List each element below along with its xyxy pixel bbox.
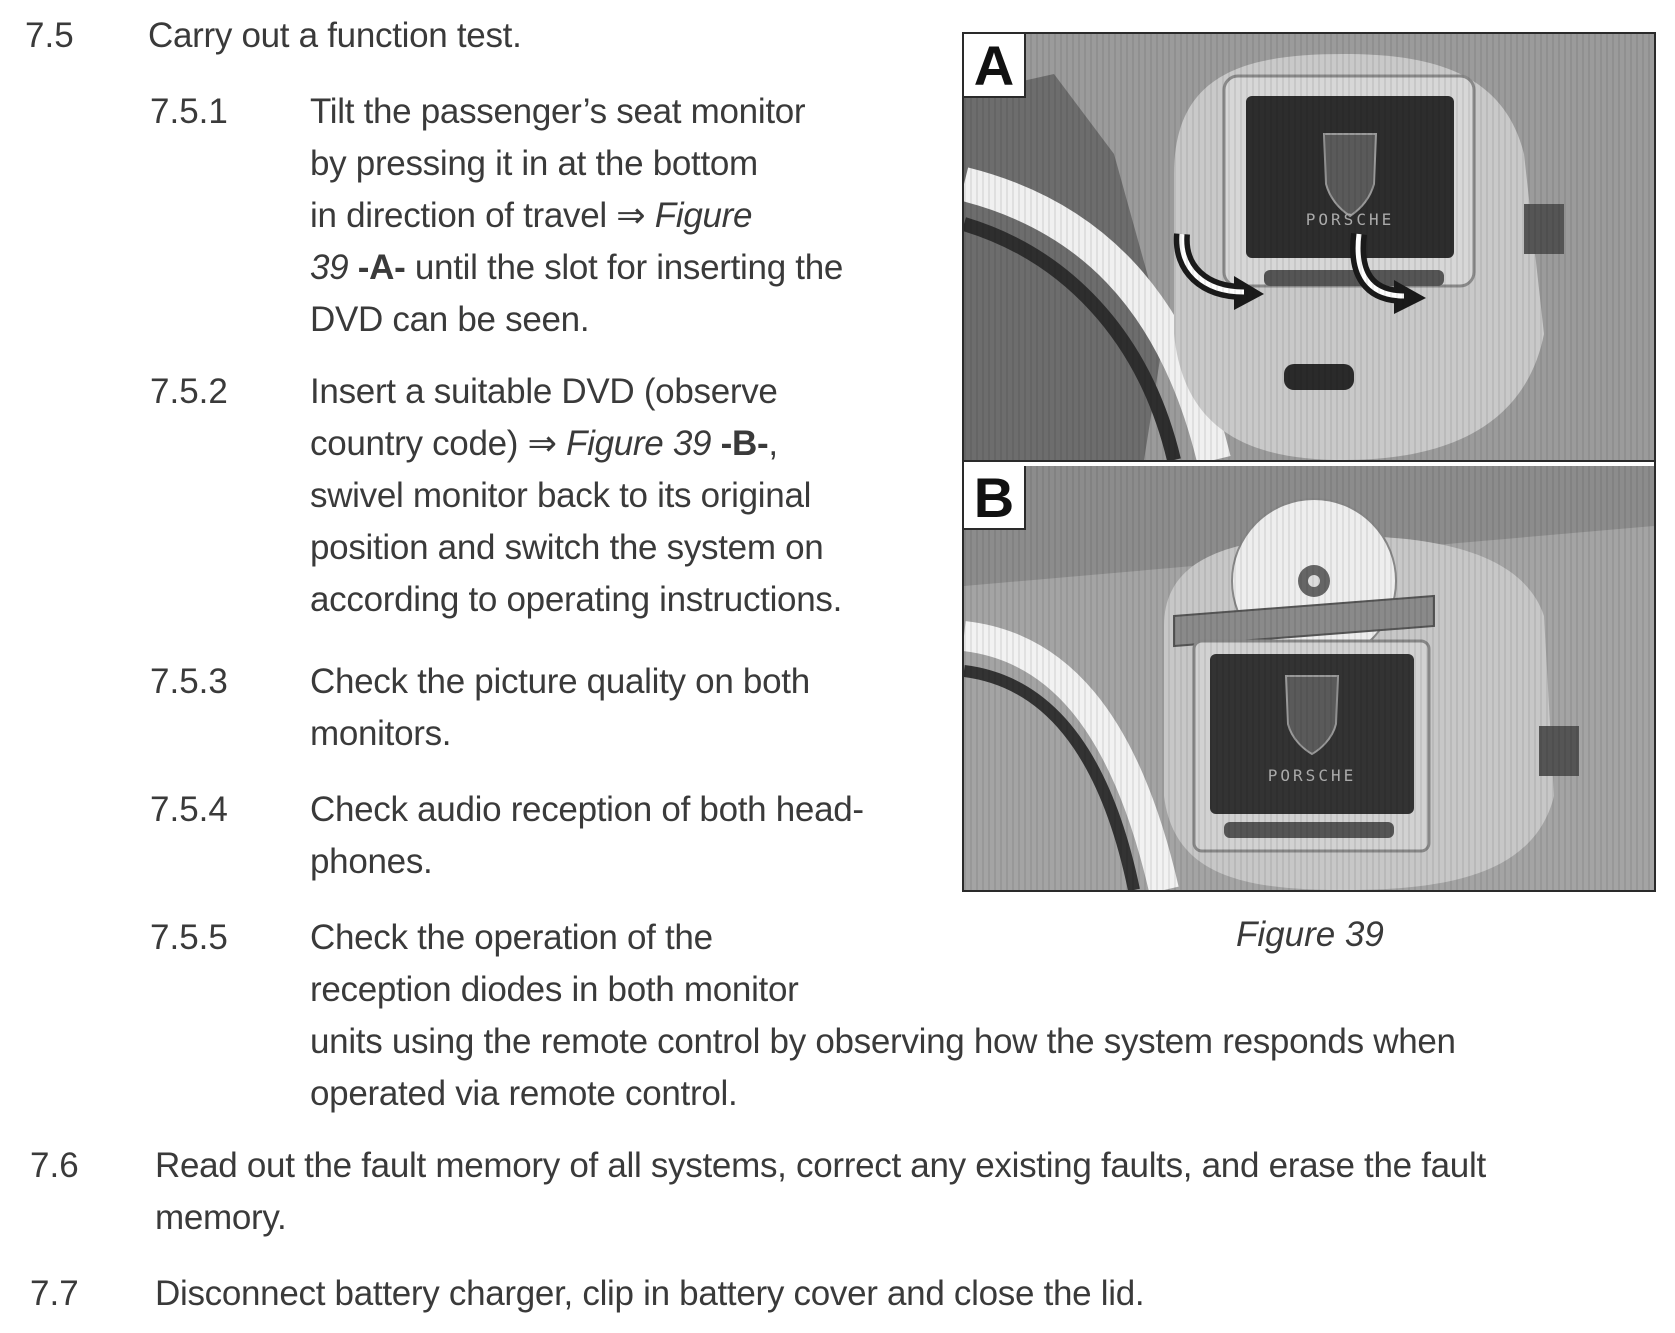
panel-ref: -A- [348,248,406,287]
panel-ref: -B- [711,424,769,463]
text-line: monitors. [310,714,452,753]
step-text: Disconnect battery charger, clip in battery cover and close the lid. [155,1274,1145,1313]
text-line: operated via remote control. [310,1074,738,1113]
step-number: 7.6 [30,1146,79,1185]
text-line: according to operating instructions. [310,580,843,619]
text-line [310,242,843,294]
step-text: Carry out a function test. [148,16,522,55]
step-number: 7.7 [30,1274,79,1313]
text-line [310,190,752,242]
figure-39 [962,32,1656,892]
text-line: Check audio reception of both head- [310,790,864,829]
panel-label: B [964,466,1026,530]
substep-number: 7.5.1 [150,92,228,131]
panel-a-photo [964,34,1654,460]
step-number: 7.5 [25,16,74,55]
text-line [310,418,778,470]
panel-b-photo [964,466,1654,890]
text-line: Check the operation of the [310,918,713,957]
figure-caption: Figure 39 [1236,915,1384,954]
text-line: Read out the fault memory of all systems, correct any existing faults, and erase the fault [155,1146,1486,1185]
text-line: memory. [155,1198,287,1237]
substep-number: 7.5.5 [150,918,228,957]
text-line: reception diodes in both monitor [310,970,799,1009]
figure-link[interactable]: 39 [310,248,349,287]
figure-panel-a [964,34,1654,460]
text-line: Insert a suitable DVD (observe [310,372,778,411]
substep-number: 7.5.4 [150,790,228,829]
text-segment: in direction of travel ⇒ [310,196,655,235]
text-segment: country code) ⇒ [310,424,567,463]
text-line: swivel monitor back to its original [310,476,812,515]
monitor-brand-text: PORSCHE [1267,766,1357,785]
text-line: position and switch the system on [310,528,824,567]
figure-link[interactable]: Figure [654,196,753,235]
text-line: units using the remote control by observing how the system responds when [310,1022,1456,1061]
monitor-brand-text: PORSCHE [1305,210,1395,229]
text-segment: , [768,424,778,463]
text-line: by pressing it in at the bottom [310,144,758,183]
text-line: phones. [310,842,433,881]
text-segment: until the slot for inserting the [405,248,844,287]
figure-link[interactable]: Figure 39 [566,424,712,463]
text-line: Tilt the passenger’s seat monitor [310,92,806,131]
text-line: Check the picture quality on both [310,662,810,701]
substep-number: 7.5.2 [150,372,228,411]
panel-label: A [964,34,1026,98]
figure-panel-b [964,466,1654,890]
text-line: DVD can be seen. [310,300,590,339]
substep-number: 7.5.3 [150,662,228,701]
